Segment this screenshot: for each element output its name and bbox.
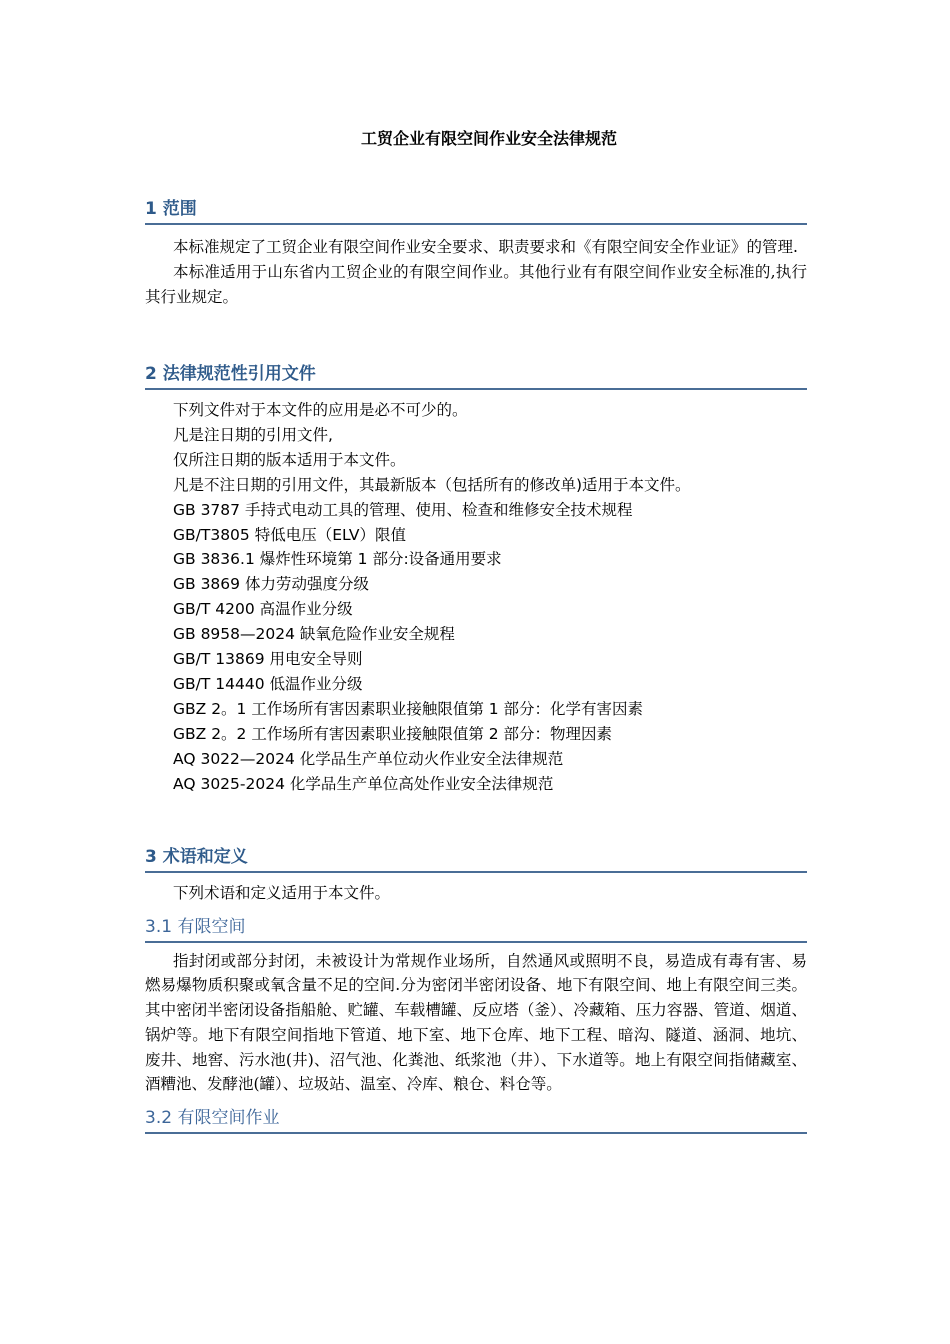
subsection-heading-confined-space: 3.1 有限空间	[145, 914, 807, 943]
reference-item: GB 8958—2024 缺氧危险作业安全规程	[173, 625, 455, 644]
paragraph: 本标准规定了工贸企业有限空间作业安全要求、职责要求和《有限空间安全作业证》的管理.	[173, 238, 798, 256]
reference-item: GB 3836.1 爆炸性环境第 1 部分:设备通用要求	[173, 550, 502, 569]
reference-item: GBZ 2。2 工作场所有害因素职业接触限值第 2 部分：物理因素	[173, 724, 613, 743]
reference-item: AQ 3022—2024 化学品生产单位动火作业安全法律规范	[173, 749, 564, 768]
paragraph: 本标准适用于山东省内工贸企业的有限空间作业。其他行业有有限空间作业安全标准的,执行其行业规定。	[145, 263, 807, 306]
subsection-heading-confined-space-work: 3.2 有限空间作业	[145, 1105, 807, 1134]
section-heading-references: 2 法律规范性引用文件	[145, 361, 807, 390]
paragraph: 凡是不注日期的引用文件，其最新版本（包括所有的修改单)适用于本文件。	[173, 475, 691, 494]
reference-item: GB/T 13869 用电安全导则	[173, 650, 363, 669]
reference-item: AQ 3025-2024 化学品生产单位高处作业安全法律规范	[173, 774, 554, 793]
reference-item: GB/T3805 特低电压（ELV）限值	[173, 525, 407, 544]
document-title: 工贸企业有限空间作业安全法律规范	[360, 129, 617, 148]
reference-item: GB 3787 手持式电动工具的管理、使用、检查和维修安全技术规程	[173, 500, 633, 519]
paragraph: 下列文件对于本文件的应用是必不可少的。	[173, 401, 468, 419]
section-heading-scope: 1 范围	[145, 196, 807, 225]
paragraph: 下列术语和定义适用于本文件。	[173, 883, 391, 902]
section-heading-terms: 3 术语和定义	[145, 844, 807, 873]
paragraph: 凡是注日期的引用文件,	[173, 425, 333, 444]
document-body	[145, 196, 807, 1134]
paragraph: 指封闭或部分封闭，未被设计为常规作业场所，自然通风或照明不良，易造成有毒有害、易燃易爆物质积聚或氧含量不足的空间.分为密闭半密闭设备、地下有限空间、地上有限空间三类。其中密闭半密闭设备指船舱、贮罐、车载槽罐、反应塔（釜）、冷藏箱、压力容器、管道、烟道、锅炉等。地下有限空间指地下管道、地下室、地下仓库、地下工程、暗沟、隧道、涵洞、地坑、废井、地窖、污水池(井)、沼气池、化粪池、纸浆池（井）、下水道等。地上有限空间指储藏室、酒糟池、发酵池(罐）、垃圾站、温室、冷库、粮仓、料仓等。	[145, 951, 807, 1094]
reference-item: GB 3869 体力劳动强度分级	[173, 575, 369, 594]
reference-item: GB/T 4200 高温作业分级	[173, 600, 353, 619]
reference-item: GBZ 2。1 工作场所有害因素职业接触限值第 1 部分：化学有害因素	[173, 699, 644, 718]
paragraph: 仅所注日期的版本适用于本文件。	[173, 450, 406, 469]
reference-item: GB/T 14440 低温作业分级	[173, 674, 363, 693]
